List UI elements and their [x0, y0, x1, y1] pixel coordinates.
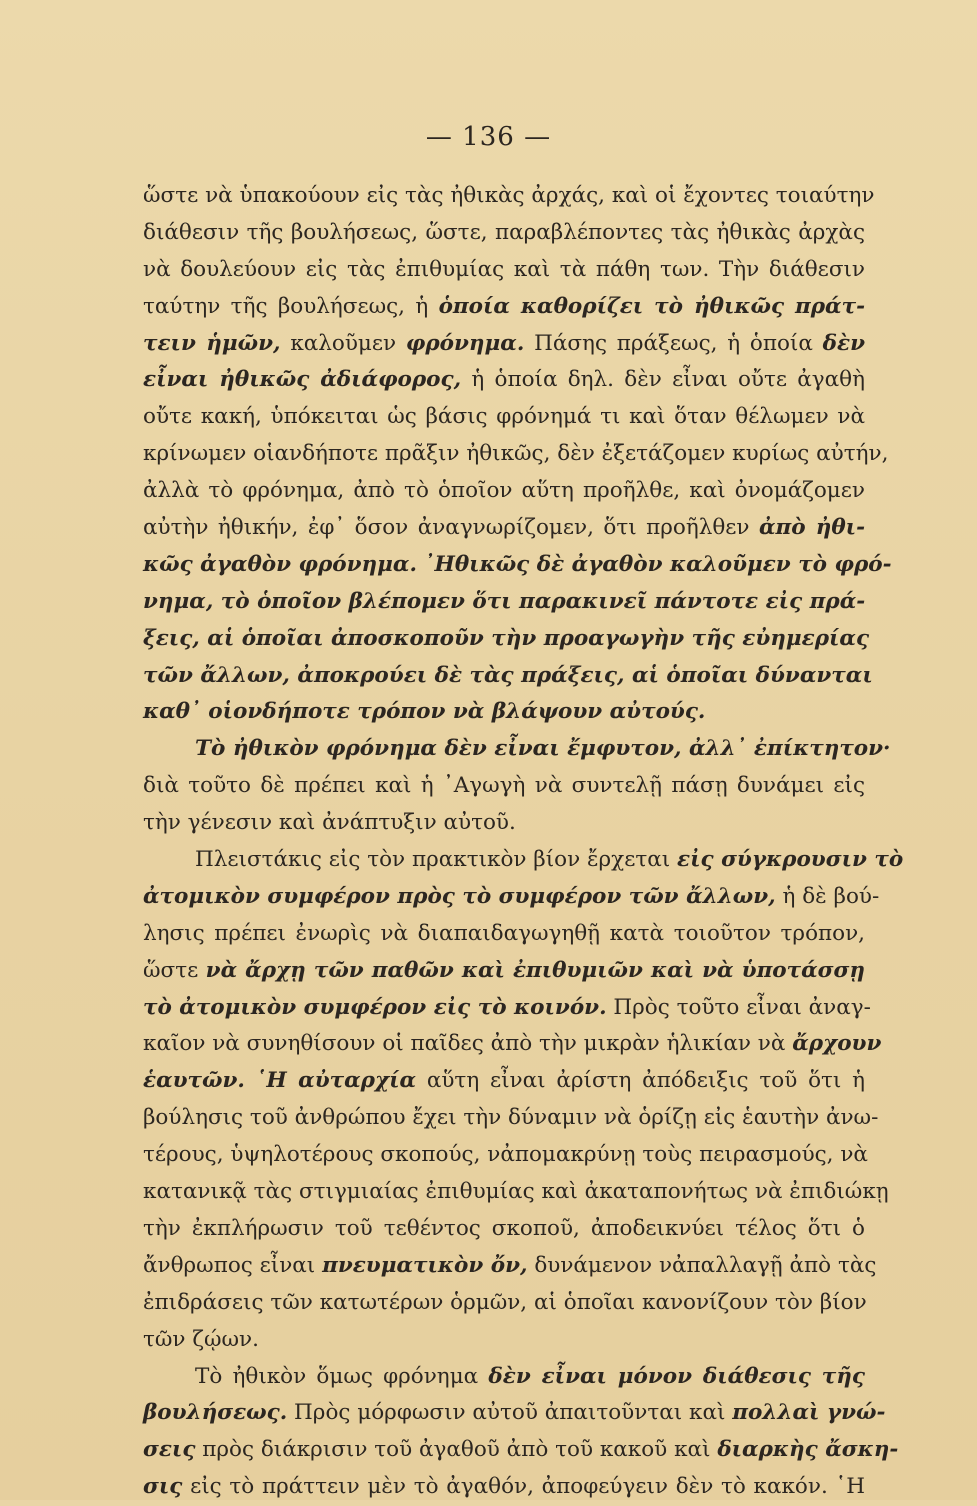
emphasized-text: σις	[143, 1474, 183, 1500]
text-segment: πρὸς διάκρισιν τοῦ ἀγαθοῦ ἀπὸ τοῦ κακοῦ καὶ	[195, 1437, 718, 1463]
emphasized-text: δὲν	[822, 330, 865, 356]
text-line	[143, 215, 865, 252]
text-line	[143, 1248, 877, 1285]
text-line	[143, 584, 865, 621]
text-line	[143, 879, 880, 916]
text-line	[143, 1359, 865, 1396]
text-segment: λησις πρέπει ἐνωρὶς νὰ διαπαιδαγωγηθῇ κατὰ τοιοῦτον τρόπον,	[143, 920, 865, 946]
text-segment: ὥστε	[143, 957, 206, 983]
text-segment: αὕτη εἶναι ἀρίστη ἀπόδειξις τοῦ ὅτι ἡ	[416, 1068, 866, 1094]
text-line	[143, 436, 889, 473]
text-segment: ἀλλὰ τὸ φρόνημα, ἀπὸ τὸ ὁποῖον αὕτη προῆλθε, καὶ ὀνομάζομεν	[143, 478, 865, 504]
emphasized-text: ἀπὸ ἠθι-	[758, 515, 865, 541]
text-line	[143, 1026, 882, 1063]
text-line	[143, 1322, 865, 1359]
text-line	[143, 1137, 868, 1174]
emphasized-text: βουλήσεως.	[143, 1400, 288, 1426]
text-line	[143, 252, 865, 289]
text-segment: εἰς τὸ πράττειν μὲν τὸ ἀγαθόν, ἀποφεύγειν δὲν τὸ κακόν. ῾Η	[182, 1474, 865, 1500]
text-line	[143, 326, 865, 363]
text-line	[143, 1432, 899, 1469]
text-line	[143, 399, 865, 436]
emphasized-text: τὸ ἀτομικὸν συμφέρον εἰς τὸ κοινόν.	[143, 994, 607, 1020]
text-segment: τὴν ἐκπλήρωσιν τοῦ τεθέντος σκοποῦ, ἀποδεικνύει τέλος ὅτι ὁ	[143, 1215, 865, 1241]
text-line	[143, 1285, 865, 1322]
text-segment	[417, 552, 424, 577]
emphasized-text: εἰς σύγκρουσιν τὸ	[677, 847, 904, 873]
text-segment: Πρὸς μόρφωσιν αὐτοῦ ἀπαιτοῦνται καὶ	[287, 1400, 733, 1426]
text-segment: τέρους, ὑψηλοτέρους σκοπούς, νἀπομακρύνῃ τοὺς πειρασμούς, νὰ	[143, 1142, 868, 1168]
emphasized-text: εἶναι ἠθικῶς ἀδιάφορος,	[143, 367, 462, 393]
text-line	[143, 1063, 865, 1100]
emphasized-text: φρόνημα.	[405, 330, 525, 356]
text-segment: καλοῦμεν	[280, 330, 406, 356]
body-text	[143, 178, 904, 1506]
text-line	[143, 768, 865, 805]
text-line	[143, 1211, 865, 1248]
emphasized-text: δὲν εἶναι μόνον διάθεσις τῆς	[488, 1363, 865, 1389]
text-segment: Πρὸς τοῦτο εἶναι ἀναγ-	[606, 994, 871, 1020]
text-line	[143, 990, 871, 1027]
text-line	[143, 178, 875, 215]
text-segment: διάθεσιν τῆς βουλήσεως, ὥστε, παραβλέποντες τὰς ἠθικὰς ἀρχὰς	[143, 219, 865, 245]
text-line	[143, 473, 865, 510]
emphasized-text: ξεις, αἱ ὁποῖαι ἀποσκοποῦν τὴν προαγωγὴν τῆς εὐημερίας	[143, 625, 870, 651]
emphasized-text: ἑαυτῶν.	[143, 1068, 245, 1094]
text-segment: διὰ τοῦτο δὲ πρέπει καὶ ἡ ᾽Αγωγὴ νὰ συντελῇ πάσῃ δυνάμει εἰς	[143, 773, 865, 799]
text-segment: Πλειστάκις εἰς τὸν πρακτικὸν βίον ἔρχεται	[195, 847, 678, 873]
text-line	[143, 1174, 889, 1211]
text-line	[143, 621, 870, 658]
emphasized-text: νὰ ἄρχῃ τῶν παθῶν καὶ ἐπιθυμιῶν καὶ νὰ ὑποτάσσῃ	[205, 957, 865, 983]
text-segment: Τὸ ἠθικὸν ὅμως φρόνημα	[195, 1363, 489, 1389]
emphasized-text: πολλαὶ γνώ-	[732, 1400, 886, 1426]
text-line	[143, 694, 865, 731]
text-segment: καῖον νὰ συνηθίσουν οἱ παῖδες ἀπὸ τὴν μικρὰν ἡλικίαν νὰ	[143, 1031, 793, 1057]
text-segment: Πάσης πράξεως, ἡ ὁποία	[524, 330, 823, 356]
text-segment: βούλησις τοῦ ἀνθρώπου ἔχει τὴν δύναμιν νὰ ὁρίζῃ εἰς ἑαυτὴν ἀνω-	[143, 1105, 879, 1131]
text-segment: ἡ δὲ βού-	[775, 883, 880, 909]
emphasized-text: τειν ἡμῶν,	[143, 330, 281, 356]
emphasized-text: ἄρχουν	[792, 1031, 882, 1057]
text-line	[143, 547, 892, 584]
text-segment: ἡ ὁποία δηλ. δὲν εἶναι οὔτε ἀγαθὴ	[461, 367, 865, 393]
text-segment: ταύτην τῆς βουλήσεως, ἡ	[143, 293, 439, 319]
text-segment: κατανικᾷ τὰς στιγμιαίας ἐπιθυμίας καὶ ἀκαταπονήτως νὰ ἐπιδιώκῃ	[143, 1179, 889, 1205]
text-segment	[245, 1068, 256, 1093]
text-segment: οὔτε κακή, ὑπόκειται ὡς βάσις φρόνημά τι καὶ ὅταν θέλωμεν νὰ	[143, 404, 865, 430]
text-line	[143, 1100, 879, 1137]
text-line	[143, 658, 873, 695]
text-segment: αὐτὴν ἠθικήν, ἐφ᾽ ὅσον ἀναγνωρίζομεν, ὅτι προῆλθεν	[143, 515, 759, 541]
text-line	[143, 289, 865, 326]
text-segment: ἐπιδράσεις τῶν κατωτέρων ὁρμῶν, αἱ ὁποῖαι κανονίζουν τὸν βίον	[143, 1289, 867, 1315]
text-segment: τὴν γένεσιν καὶ ἀνάπτυξιν αὐτοῦ.	[143, 810, 516, 836]
text-segment: ἄνθρωπος εἶναι	[143, 1252, 323, 1278]
emphasized-text: Τὸ ἠθικὸν φρόνημα δὲν εἶναι ἔμφυτον, ἀλλ᾽ ἐπίκτητον·	[195, 736, 891, 762]
text-segment: νὰ δουλεύουν εἰς τὰς ἐπιθυμίας καὶ τὰ πάθη των. Τὴν διάθεσιν	[143, 256, 865, 282]
text-segment: τῶν ζῴων.	[143, 1326, 259, 1352]
text-line	[143, 805, 865, 842]
emphasized-text: ἀτομικὸν συμφέρον πρὸς τὸ συμφέρον τῶν ἄλλων,	[143, 883, 776, 909]
emphasized-text: ὁποία καθορίζει τὸ ἠθικῶς πράτ-	[438, 293, 865, 319]
emphasized-text: πνευματικὸν ὄν,	[322, 1252, 528, 1278]
text-line	[143, 1395, 886, 1432]
emphasized-text: κῶς ἀγαθὸν φρόνημα.	[143, 551, 417, 577]
emphasized-text: ᾽Ηθικῶς δὲ ἀγαθὸν καλοῦμεν τὸ φρό-	[423, 551, 892, 577]
text-line	[143, 731, 891, 768]
emphasized-text: σεις	[143, 1437, 196, 1463]
emphasized-text: νημα, τὸ ὁποῖον βλέπομεν ὅτι παρακινεῖ πάντοτε εἰς πρά-	[143, 588, 866, 614]
text-line	[143, 1469, 865, 1506]
emphasized-text: ῾Η αὐταρχία	[255, 1068, 417, 1094]
text-line	[143, 916, 865, 953]
text-line	[143, 362, 865, 399]
text-line	[143, 510, 865, 547]
text-segment: κρίνωμεν οἱανδήποτε πρᾶξιν ἠθικῶς, δὲν ἐξετάζομεν κυρίως αὐτήν,	[143, 441, 889, 467]
text-line	[143, 842, 904, 879]
emphasized-text: διαρκὴς ἄσκη-	[717, 1437, 899, 1463]
text-line	[143, 953, 865, 990]
page-number: — 136 —	[425, 122, 552, 152]
text-segment: δυνάμενον νἀπαλλαγῇ ἀπὸ τὰς	[527, 1252, 877, 1278]
text-segment: ὥστε νὰ ὑπακούουν εἰς τὰς ἠθικὰς ἀρχάς, καὶ οἱ ἔχοντες τοιαύτην	[143, 183, 875, 208]
emphasized-text: καθ᾽ οἱονδήποτε τρόπον νὰ βλάψουν αὐτούς.	[143, 699, 706, 725]
emphasized-text: τῶν ἄλλων, ἀποκρούει δὲ τὰς πράξεις, αἱ ὁποῖαι δύνανται	[143, 662, 873, 688]
